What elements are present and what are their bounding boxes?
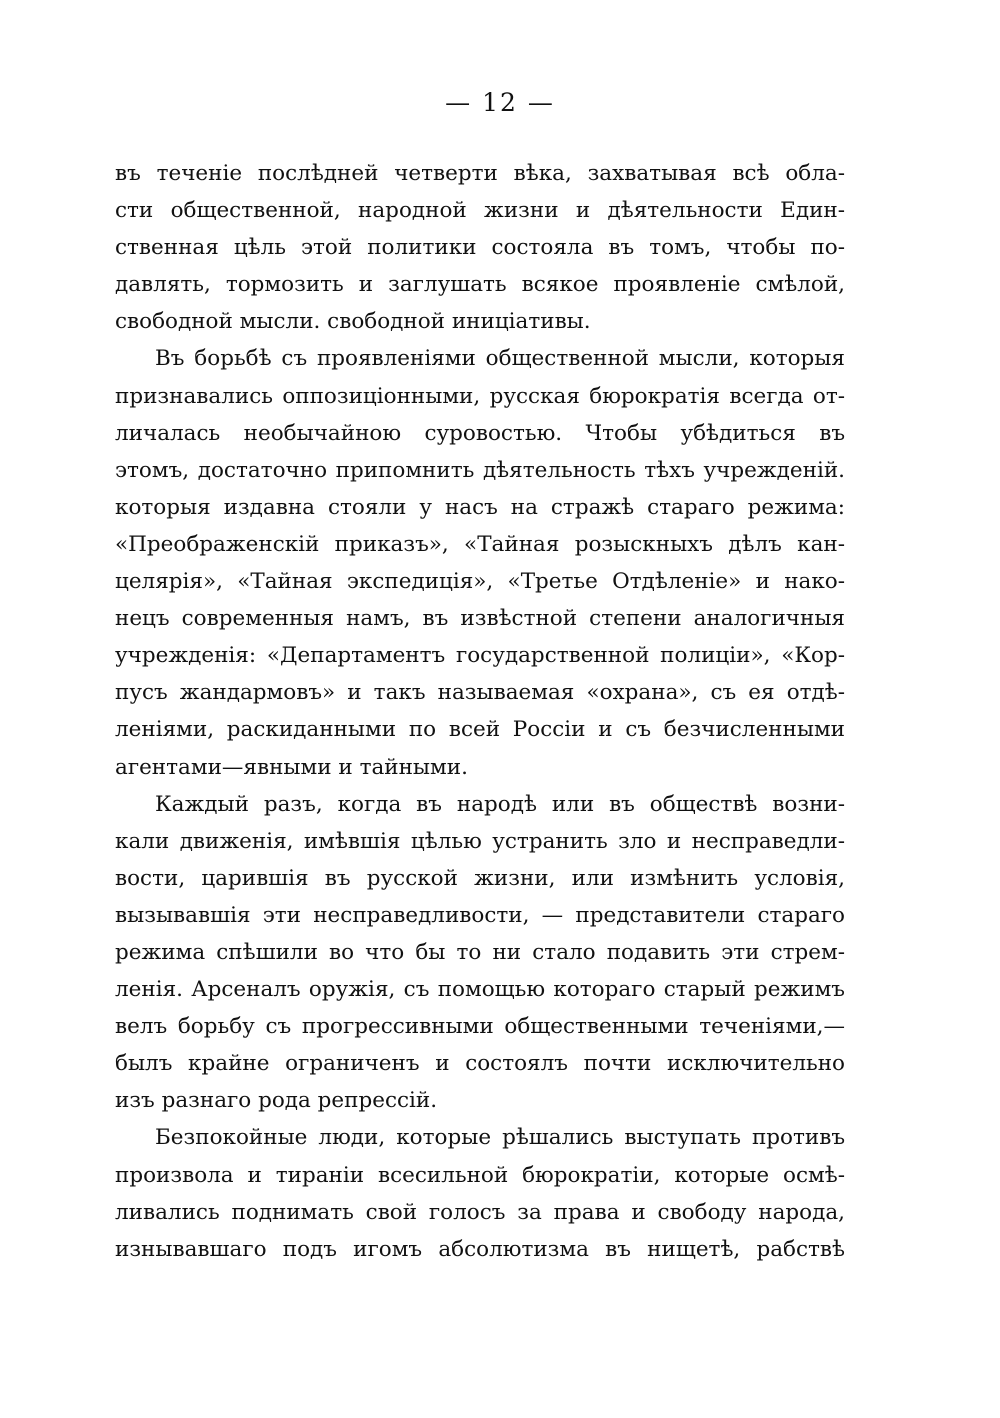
text-line: нецъ современныя намъ, въ извѣстной степени аналогичныя (115, 606, 845, 632)
text-line: велъ борьбу съ прогрессивными общественными теченіями,— (115, 1014, 845, 1040)
text-line: произвола и тираніи всесильной бюрократіи, которые осмѣ- (115, 1162, 845, 1188)
body-text (115, 155, 845, 1268)
text-line: которыя издавна стояли у насъ на стражѣ стараго режима: (115, 494, 845, 520)
text-line: свободной мысли. свободной иниціативы. (115, 309, 591, 335)
text-line: былъ крайне ограниченъ и состоялъ почти исключительно (115, 1051, 845, 1077)
text-line: личалась необычайною суровостью. Чтобы убѣдиться въ (115, 420, 845, 446)
text-line: въ теченіе послѣдней четверти вѣка, захватывая всѣ обла- (115, 161, 845, 186)
paragraph-start-line: Безпокойные люди, которые рѣшались выступать противъ (155, 1125, 845, 1151)
text-line: вости, царившія въ русской жизни, или измѣнить условія, (115, 865, 845, 891)
paragraph-start-line: Каждый разъ, когда въ народѣ или въ обществѣ возни- (155, 791, 845, 817)
text-line: сти общественной, народной жизни и дѣятельности Един- (115, 198, 845, 224)
text-line: кали движенія, имѣвшія цѣлью устранить зло и несправедли- (115, 828, 845, 854)
text-line: ственная цѣль этой политики состояла въ томъ, чтобы по- (115, 235, 845, 261)
text-line: ливались поднимать свой голосъ за права и свободу народа, (115, 1199, 845, 1225)
text-line: ленія. Арсеналъ оружія, съ помощью котораго старый режимъ (115, 977, 845, 1003)
text-line: изъ разнаго рода репрессій. (115, 1088, 438, 1114)
text-line: леніями, раскиданными по всей Россіи и съ безчисленными (115, 717, 845, 743)
text-line: признавались оппозиціонными, русская бюрократія всегда от- (115, 383, 845, 409)
paragraph-start-line: Въ борьбѣ съ проявленіями общественной мысли, которыя (155, 346, 845, 372)
text-line: давлять, тормозить и заглушать всякое проявленіе смѣлой, (115, 272, 845, 298)
text-line: изнывавшаго подъ игомъ абсолютизма въ нищетѣ, рабствѣ (115, 1236, 845, 1262)
text-line: этомъ, достаточно припомнить дѣятельность тѣхъ учрежденій. (115, 457, 845, 483)
text-line: целярія», «Тайная экспедиція», «Третье Отдѣленіе» и нако- (115, 569, 845, 595)
text-line: пусъ жандармовъ» и такъ называемая «охрана», съ ея отдѣ- (115, 680, 845, 706)
text-line: агентами—явными и тайными. (115, 754, 468, 780)
text-line: «Преображенскій приказъ», «Тайная розыскныхъ дѣлъ кан- (115, 531, 845, 557)
text-line: вызывавшія эти несправедливости, — представители стараго (115, 902, 845, 928)
page-number: — 12 — (445, 88, 555, 117)
text-line: режима спѣшили во что бы то ни стало подавить эти стрем- (115, 939, 845, 965)
text-line: учрежденія: «Департаментъ государственной полиціи», «Кор- (115, 643, 845, 669)
